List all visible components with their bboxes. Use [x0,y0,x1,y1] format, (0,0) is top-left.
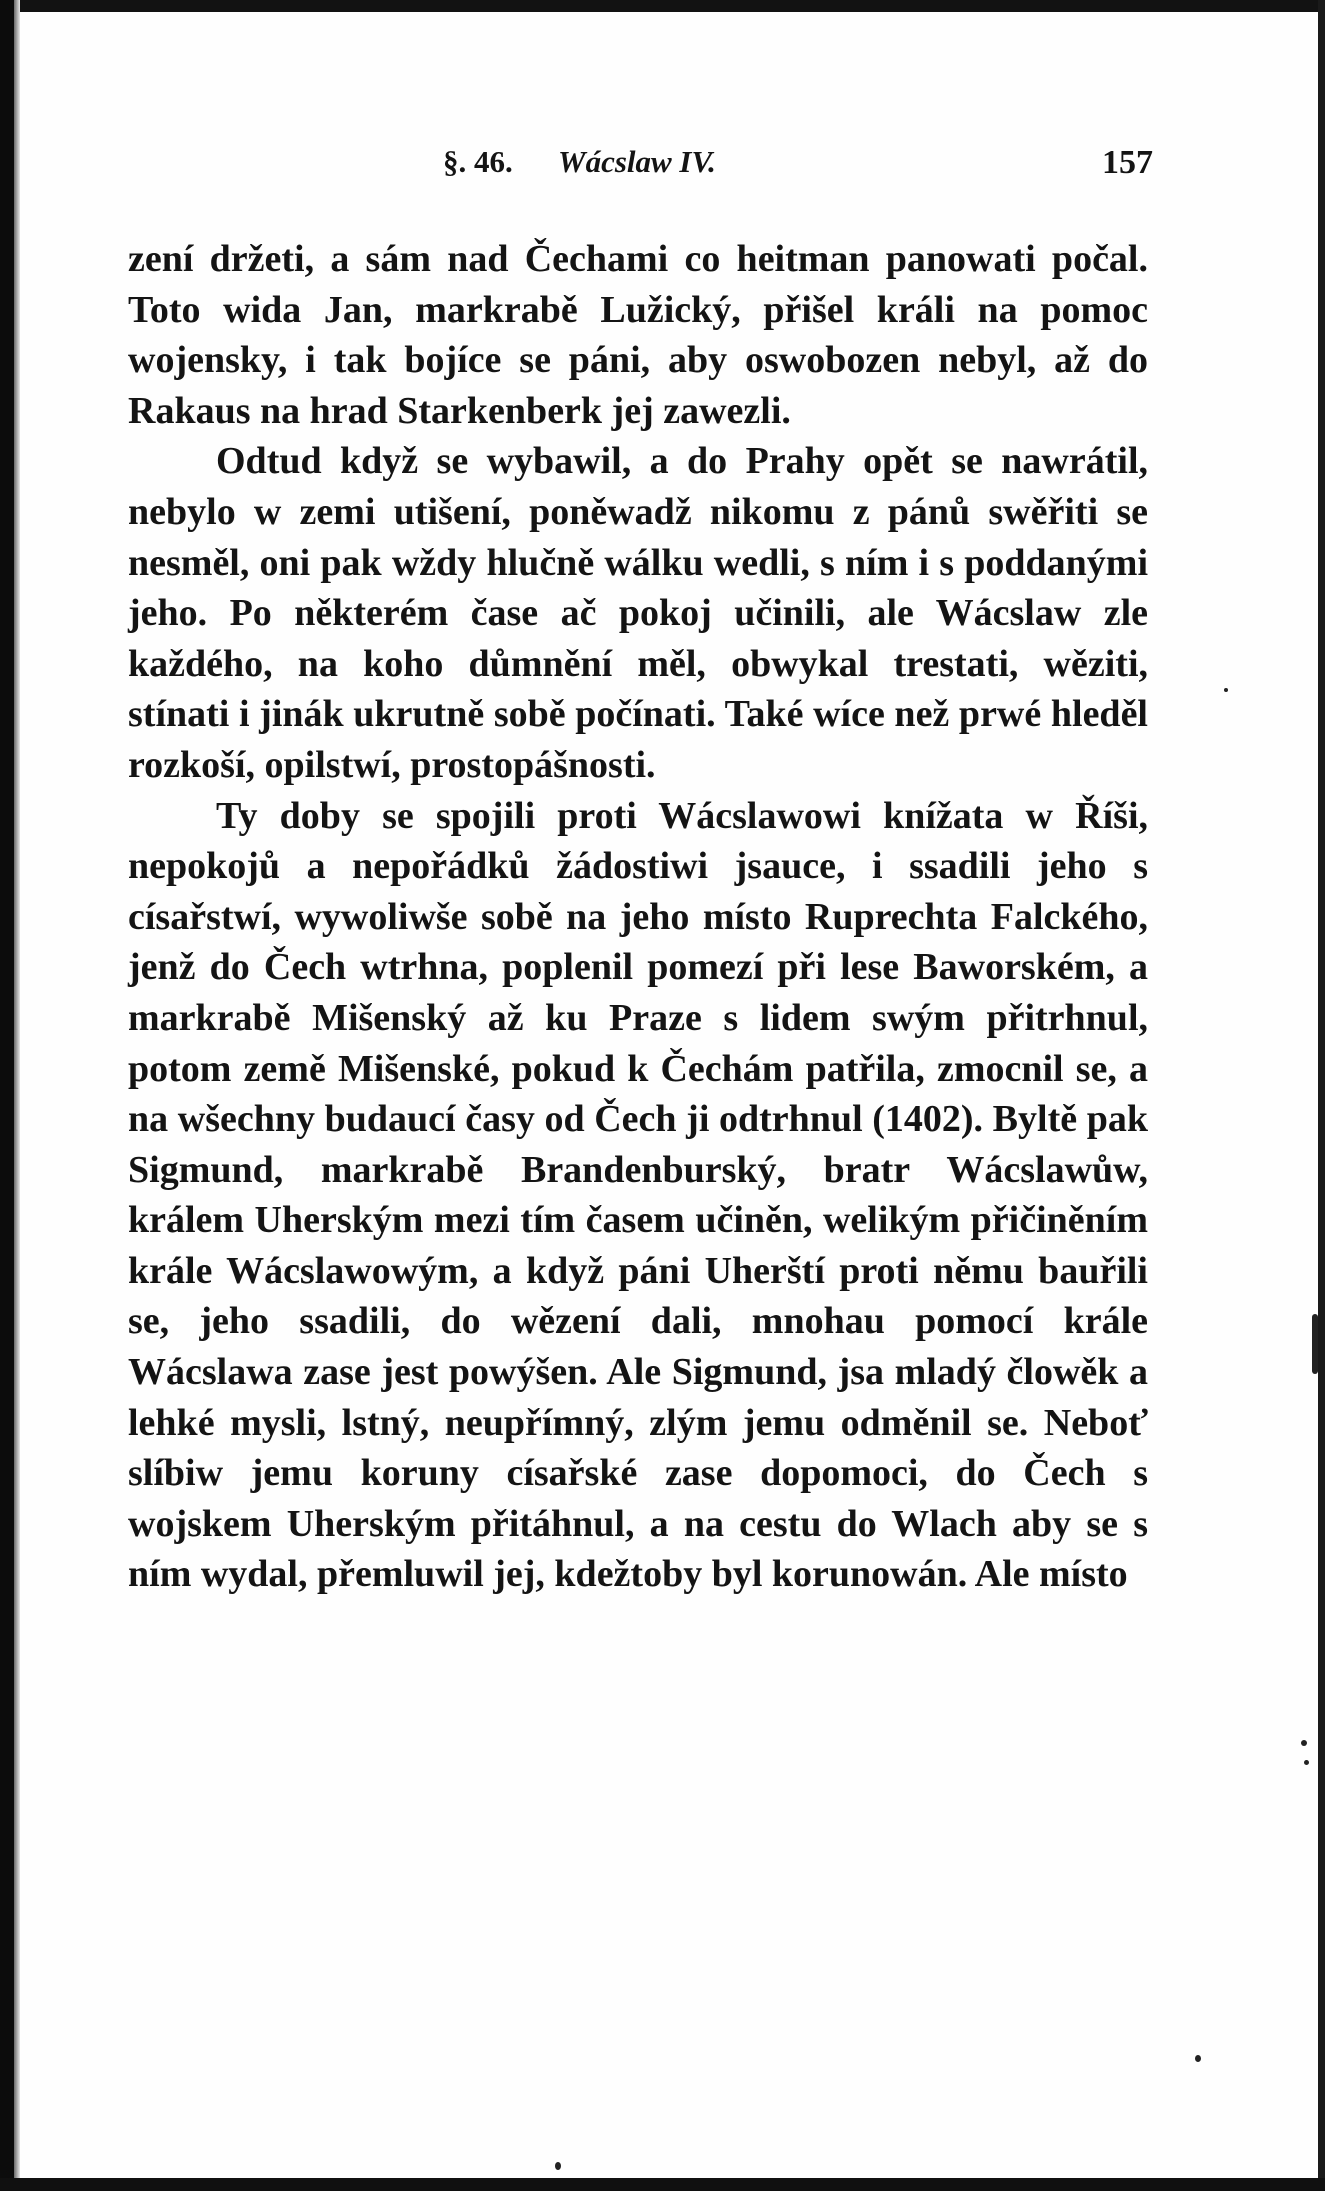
running-head [128,130,1153,190]
scan-right-edge [1318,0,1325,2191]
paragraph-1: zení držeti, a sám nad Čechami co heitman panowati počal. Toto wida Jan, markrabě Lužický, přišel králi na pomoc wojensky, i tak bojíce se páni, aby oswobozen nebyl, až do Rakaus na hrad Starkenberk jej zawezli. [128,238,1148,432]
paragraph-2: Odtud když se wybawil, a do Prahy opět se nawrátil, nebylo w zemi utišení, poněwadž nikomu z pánů swěřiti se nesměl, oni pak wždy hlučně wálku wedli, s ním i s poddanými jeho. Po některém čase ač pokoj učinili, ale Wácslaw zle každého, na koho důmnění měl, obwykal trestati, wěziti, stínati i jinák ukrutně sobě počínati. Také wíce než prwé hleděl rozkoší, opilstwí, prostopášnosti. [128,440,1148,786]
paragraph-3: Ty doby se spojili proti Wácslawowi knížata w Říši, nepokojů a nepořádků žádostiwi jsauce, i ssadili jeho s císařstwí, wywoliwše sobě na jeho místo Ruprechta Falckého, jenž do Čech wtrhna, poplenil pomezí při lese Baworském, a markrabě Mišenský až ku Praze s lidem swým přitrhnul, potom země Mišenské, pokud k Čechám patřila, zmocnil se, a na wšechny budaucí časy od Čech ji odtrhnul (1402). Byltě pak Sigmund, markrabě Brandenburský, bratr Wácslawůw, králem Uherským mezi tím časem učiněn, welikým přičiněním krále Wácslawowým, a když páni Uherští proti němu bauřili se, jeho ssadili, do wězení dali, mnohau pomocí krále Wácslawa zase jest powýšen. Ale Sigmund, jsa mladý člowěk a lehké mysli, lstný, neupřímný, zlým jemu odměnil se. Neboť slíbiw jemu koruny císařské zase dopomoci, do Čech s wojskem Uherským přitáhnul, a na cestu do Wlach aby se s ním wydal, přemluwil jej, kdežtoby byl korunowán. Ale místo [128,794,1148,1596]
page-number: 157 [1102,144,1153,181]
scan-bottom-edge [0,2178,1325,2191]
section-number: §. 46. [443,144,513,179]
ink-speck [1301,1740,1307,1746]
ink-speck [1312,1314,1318,1374]
ink-speck [555,2162,561,2170]
scan-top-edge [0,0,1325,12]
ink-speck [1304,1760,1309,1765]
scan-left-shadow [14,0,20,2191]
book-page [128,130,1153,1600]
ink-speck [1224,688,1228,692]
ink-speck [1195,2055,1201,2062]
scan-left-edge [0,0,14,2191]
body-text [128,234,1148,1600]
chapter-title: Wácslaw IV. [558,144,716,179]
